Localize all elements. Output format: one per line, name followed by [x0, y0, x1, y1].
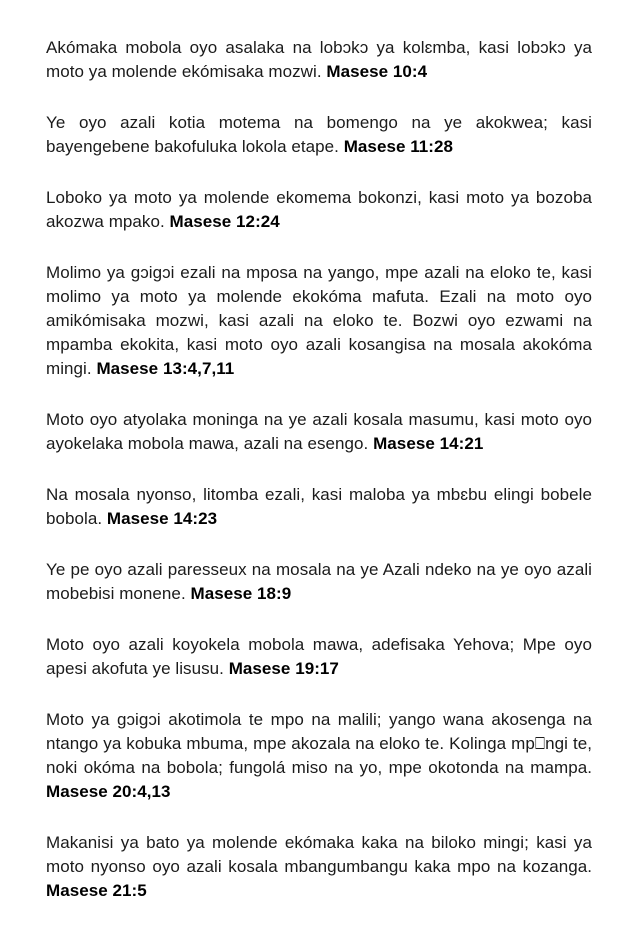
verse-reference: Masese 14:21 [373, 434, 484, 453]
verse-text: Ye pe oyo azali paresseux na mosala na ye Azali ndeko na ye oyo azali mobebisi monene. [46, 560, 592, 603]
verse-text: Molimo ya gɔigɔi ezali na mposa na yango, mpe azali na eloko te, kasi molimo ya moto ya molende ekokóma mafuta. Ezali na moto oyo amikómisaka mozwi, kasi azali na eloko te. Bozwi oyo ezwami na mpamba ekokita, kasi moto oyo azali kosangisa na mosala akokóma mingi. [46, 263, 592, 378]
verse-text: Na mosala nyonso, litomba ezali, kasi maloba ya mbɛbu elingi bobele bobola. [46, 485, 592, 528]
verse-reference: Masese 10:4 [326, 62, 428, 81]
verse-paragraph [46, 633, 592, 681]
verse-paragraph [46, 408, 592, 456]
verse-paragraph [46, 831, 592, 903]
verse-paragraph [46, 483, 592, 531]
verse-list [46, 36, 592, 930]
verse-text: Makanisi ya bato ya molende ekómaka kaka na biloko mingi; kasi ya moto nyonso oyo azali kosala mbangumbangu kaka mpo na kozanga. [46, 833, 592, 876]
verse-text: Loboko ya moto ya molende ekomema bokonzi, kasi moto ya bozoba akozwa mpako. [46, 188, 592, 231]
verse-reference: Masese 19:17 [228, 659, 339, 678]
verse-reference: Masese 20:4,13 [46, 782, 171, 801]
verse-reference: Masese 11:28 [343, 137, 454, 156]
verse-reference: Masese 14:23 [106, 509, 218, 528]
verse-reference: Masese 12:24 [169, 212, 280, 231]
verse-paragraph [46, 186, 592, 234]
verse-reference: Masese 13:4,7,11 [96, 359, 235, 378]
verse-text: Moto oyo atyolaka moninga na ye azali kosala masumu, kasi moto oyo ayokelaka mobola mawa, azali na esengo. [46, 410, 592, 453]
verse-paragraph [46, 111, 592, 159]
verse-paragraph [46, 261, 592, 381]
verse-paragraph [46, 558, 592, 606]
verse-text: Moto ya gɔigɔi akotimola te mpo na malili; yango wana akosenga na ntango ya kobuka mbuma, mpe akozala na eloko te. Kolinga mp⎕ngi te, noki okóma na bobola; fungolá miso na yo, mpe okotonda na mampa. [46, 710, 592, 777]
verse-text: Akómaka mobola oyo asalaka na lobɔkɔ ya kolɛmba, kasi lobɔkɔ ya moto ya molende ekómisaka mozwi. [46, 38, 592, 81]
verse-text: Moto oyo azali koyokela mobola mawa, adefisaka Yehova; Mpe oyo apesi akofuta ye lisusu. [46, 635, 592, 678]
verse-reference: Masese 21:5 [46, 881, 147, 900]
verse-paragraph [46, 36, 592, 84]
verse-text: Ye oyo azali kotia motema na bomengo na ye akokwea; kasi bayengebene bakofuluka lokola etape. [46, 113, 592, 156]
verse-reference: Masese 18:9 [190, 584, 292, 603]
verse-paragraph [46, 708, 592, 804]
